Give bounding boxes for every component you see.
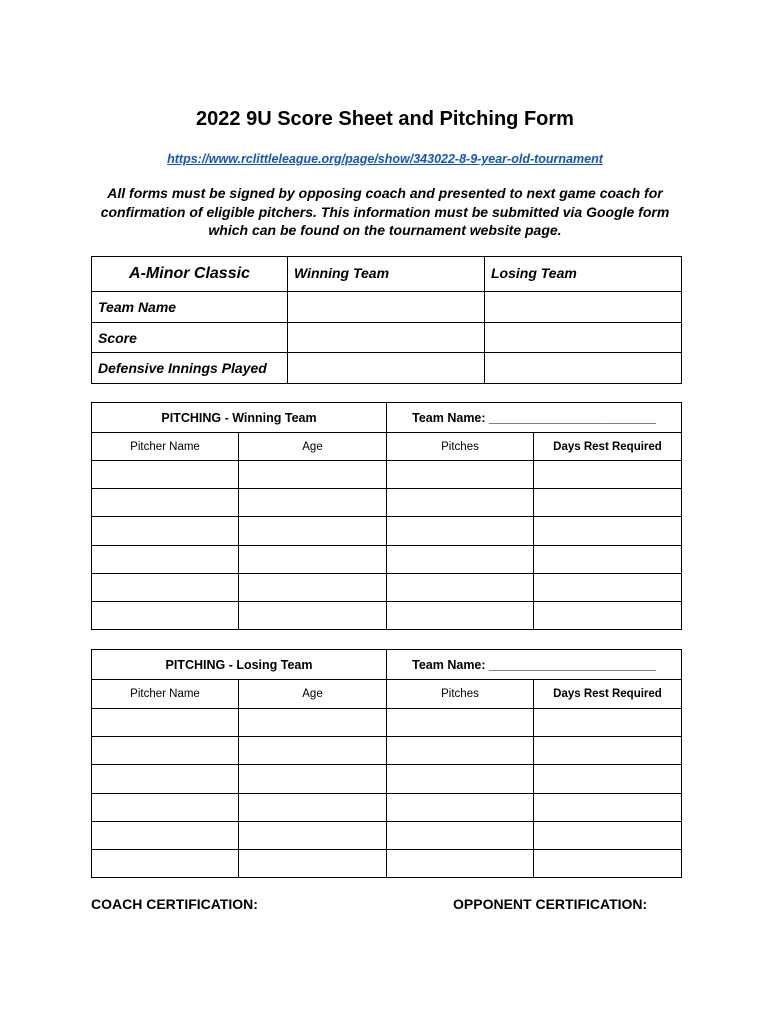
pitching-losing-caption-row [92,650,682,680]
innings-row [92,353,682,384]
winning-team-header: Winning Team [288,257,485,292]
pitches-cell[interactable] [387,737,534,765]
pitcher-row [92,489,682,517]
pitching-losing-caption: PITCHING - Losing Team [92,650,387,680]
losing-innings-cell[interactable] [485,353,682,384]
losing-team-name-field[interactable]: Team Name: ________________________ [387,650,682,680]
pitcher-row [92,461,682,489]
days-rest-header: Days Rest Required [534,433,682,461]
age-cell[interactable] [239,737,387,765]
days-rest-header: Days Rest Required [534,680,682,709]
pitcher-row [92,517,682,546]
pitcher-name-cell[interactable] [92,546,239,574]
pitcher-name-cell[interactable] [92,489,239,517]
pitches-cell[interactable] [387,517,534,546]
losing-team-name-cell[interactable] [485,292,682,323]
pitches-cell[interactable] [387,822,534,850]
age-cell[interactable] [239,574,387,602]
days-rest-cell[interactable] [534,850,682,878]
pitcher-name-cell[interactable] [92,850,239,878]
page-title: 2022 9U Score Sheet and Pitching Form [196,108,574,130]
pitching-losing-header-row [92,680,682,709]
age-cell[interactable] [239,602,387,630]
pitches-cell[interactable] [387,461,534,489]
team-name-label: Team Name [92,292,288,323]
pitches-cell[interactable] [387,765,534,794]
pitches-cell[interactable] [387,850,534,878]
score-row [92,323,682,353]
winning-innings-cell[interactable] [288,353,485,384]
pitches-cell[interactable] [387,489,534,517]
days-rest-cell[interactable] [534,517,682,546]
pitcher-name-cell[interactable] [92,461,239,489]
pitches-cell[interactable] [387,709,534,737]
age-cell[interactable] [239,850,387,878]
tournament-link[interactable]: https://www.rclittleleague.org/page/show/343022-8-9-year-old-tournament [167,152,603,166]
pitching-winning-caption: PITCHING - Winning Team [92,403,387,433]
score-table [91,256,682,384]
score-header-row [92,257,682,292]
division-label: A-Minor Classic [92,257,288,292]
age-cell[interactable] [239,822,387,850]
pitcher-row [92,546,682,574]
pitching-winning-table [91,402,682,630]
pitches-header: Pitches [387,680,534,709]
instructions-text: All forms must be signed by opposing coach and presented to next game coach for confirmation of eligible pitchers. This information must be submitted via Google form which can be found on the tournament website page. [100,185,670,238]
pitcher-name-cell[interactable] [92,794,239,822]
score-label: Score [92,323,288,353]
pitcher-name-cell[interactable] [92,822,239,850]
pitcher-name-cell[interactable] [92,517,239,546]
opponent-certification-label: OPPONENT CERTIFICATION: [453,896,648,912]
pitching-winning-header-row [92,433,682,461]
pitcher-name-cell[interactable] [92,709,239,737]
losing-team-header: Losing Team [485,257,682,292]
days-rest-cell[interactable] [534,574,682,602]
age-header: Age [239,680,387,709]
winning-team-name-field[interactable]: Team Name: ________________________ [387,403,682,433]
pitcher-name-header: Pitcher Name [92,433,239,461]
pitcher-row [92,602,682,630]
winning-team-name-cell[interactable] [288,292,485,323]
pitching-winning-caption-row [92,403,682,433]
pitches-cell[interactable] [387,794,534,822]
days-rest-cell[interactable] [534,602,682,630]
pitcher-row [92,765,682,794]
age-cell[interactable] [239,489,387,517]
age-cell[interactable] [239,546,387,574]
pitches-header: Pitches [387,433,534,461]
age-cell[interactable] [239,794,387,822]
pitches-cell[interactable] [387,602,534,630]
losing-score-cell[interactable] [485,323,682,353]
pitches-cell[interactable] [387,574,534,602]
coach-certification-label: COACH CERTIFICATION: [91,896,258,912]
pitcher-row [92,574,682,602]
pitcher-row [92,737,682,765]
days-rest-cell[interactable] [534,489,682,517]
days-rest-cell[interactable] [534,709,682,737]
days-rest-cell[interactable] [534,546,682,574]
age-cell[interactable] [239,461,387,489]
pitcher-row [92,709,682,737]
pitcher-row [92,850,682,878]
days-rest-cell[interactable] [534,822,682,850]
pitches-cell[interactable] [387,546,534,574]
pitcher-row [92,794,682,822]
age-cell[interactable] [239,709,387,737]
innings-label: Defensive Innings Played [92,353,288,384]
age-header: Age [239,433,387,461]
age-cell[interactable] [239,517,387,546]
pitcher-row [92,822,682,850]
days-rest-cell[interactable] [534,794,682,822]
days-rest-cell[interactable] [534,737,682,765]
age-cell[interactable] [239,765,387,794]
team-name-row [92,292,682,323]
days-rest-cell[interactable] [534,765,682,794]
pitching-losing-table [91,649,682,878]
pitcher-name-header: Pitcher Name [92,680,239,709]
winning-score-cell[interactable] [288,323,485,353]
pitcher-name-cell[interactable] [92,574,239,602]
pitcher-name-cell[interactable] [92,765,239,794]
pitcher-name-cell[interactable] [92,737,239,765]
days-rest-cell[interactable] [534,461,682,489]
pitcher-name-cell[interactable] [92,602,239,630]
